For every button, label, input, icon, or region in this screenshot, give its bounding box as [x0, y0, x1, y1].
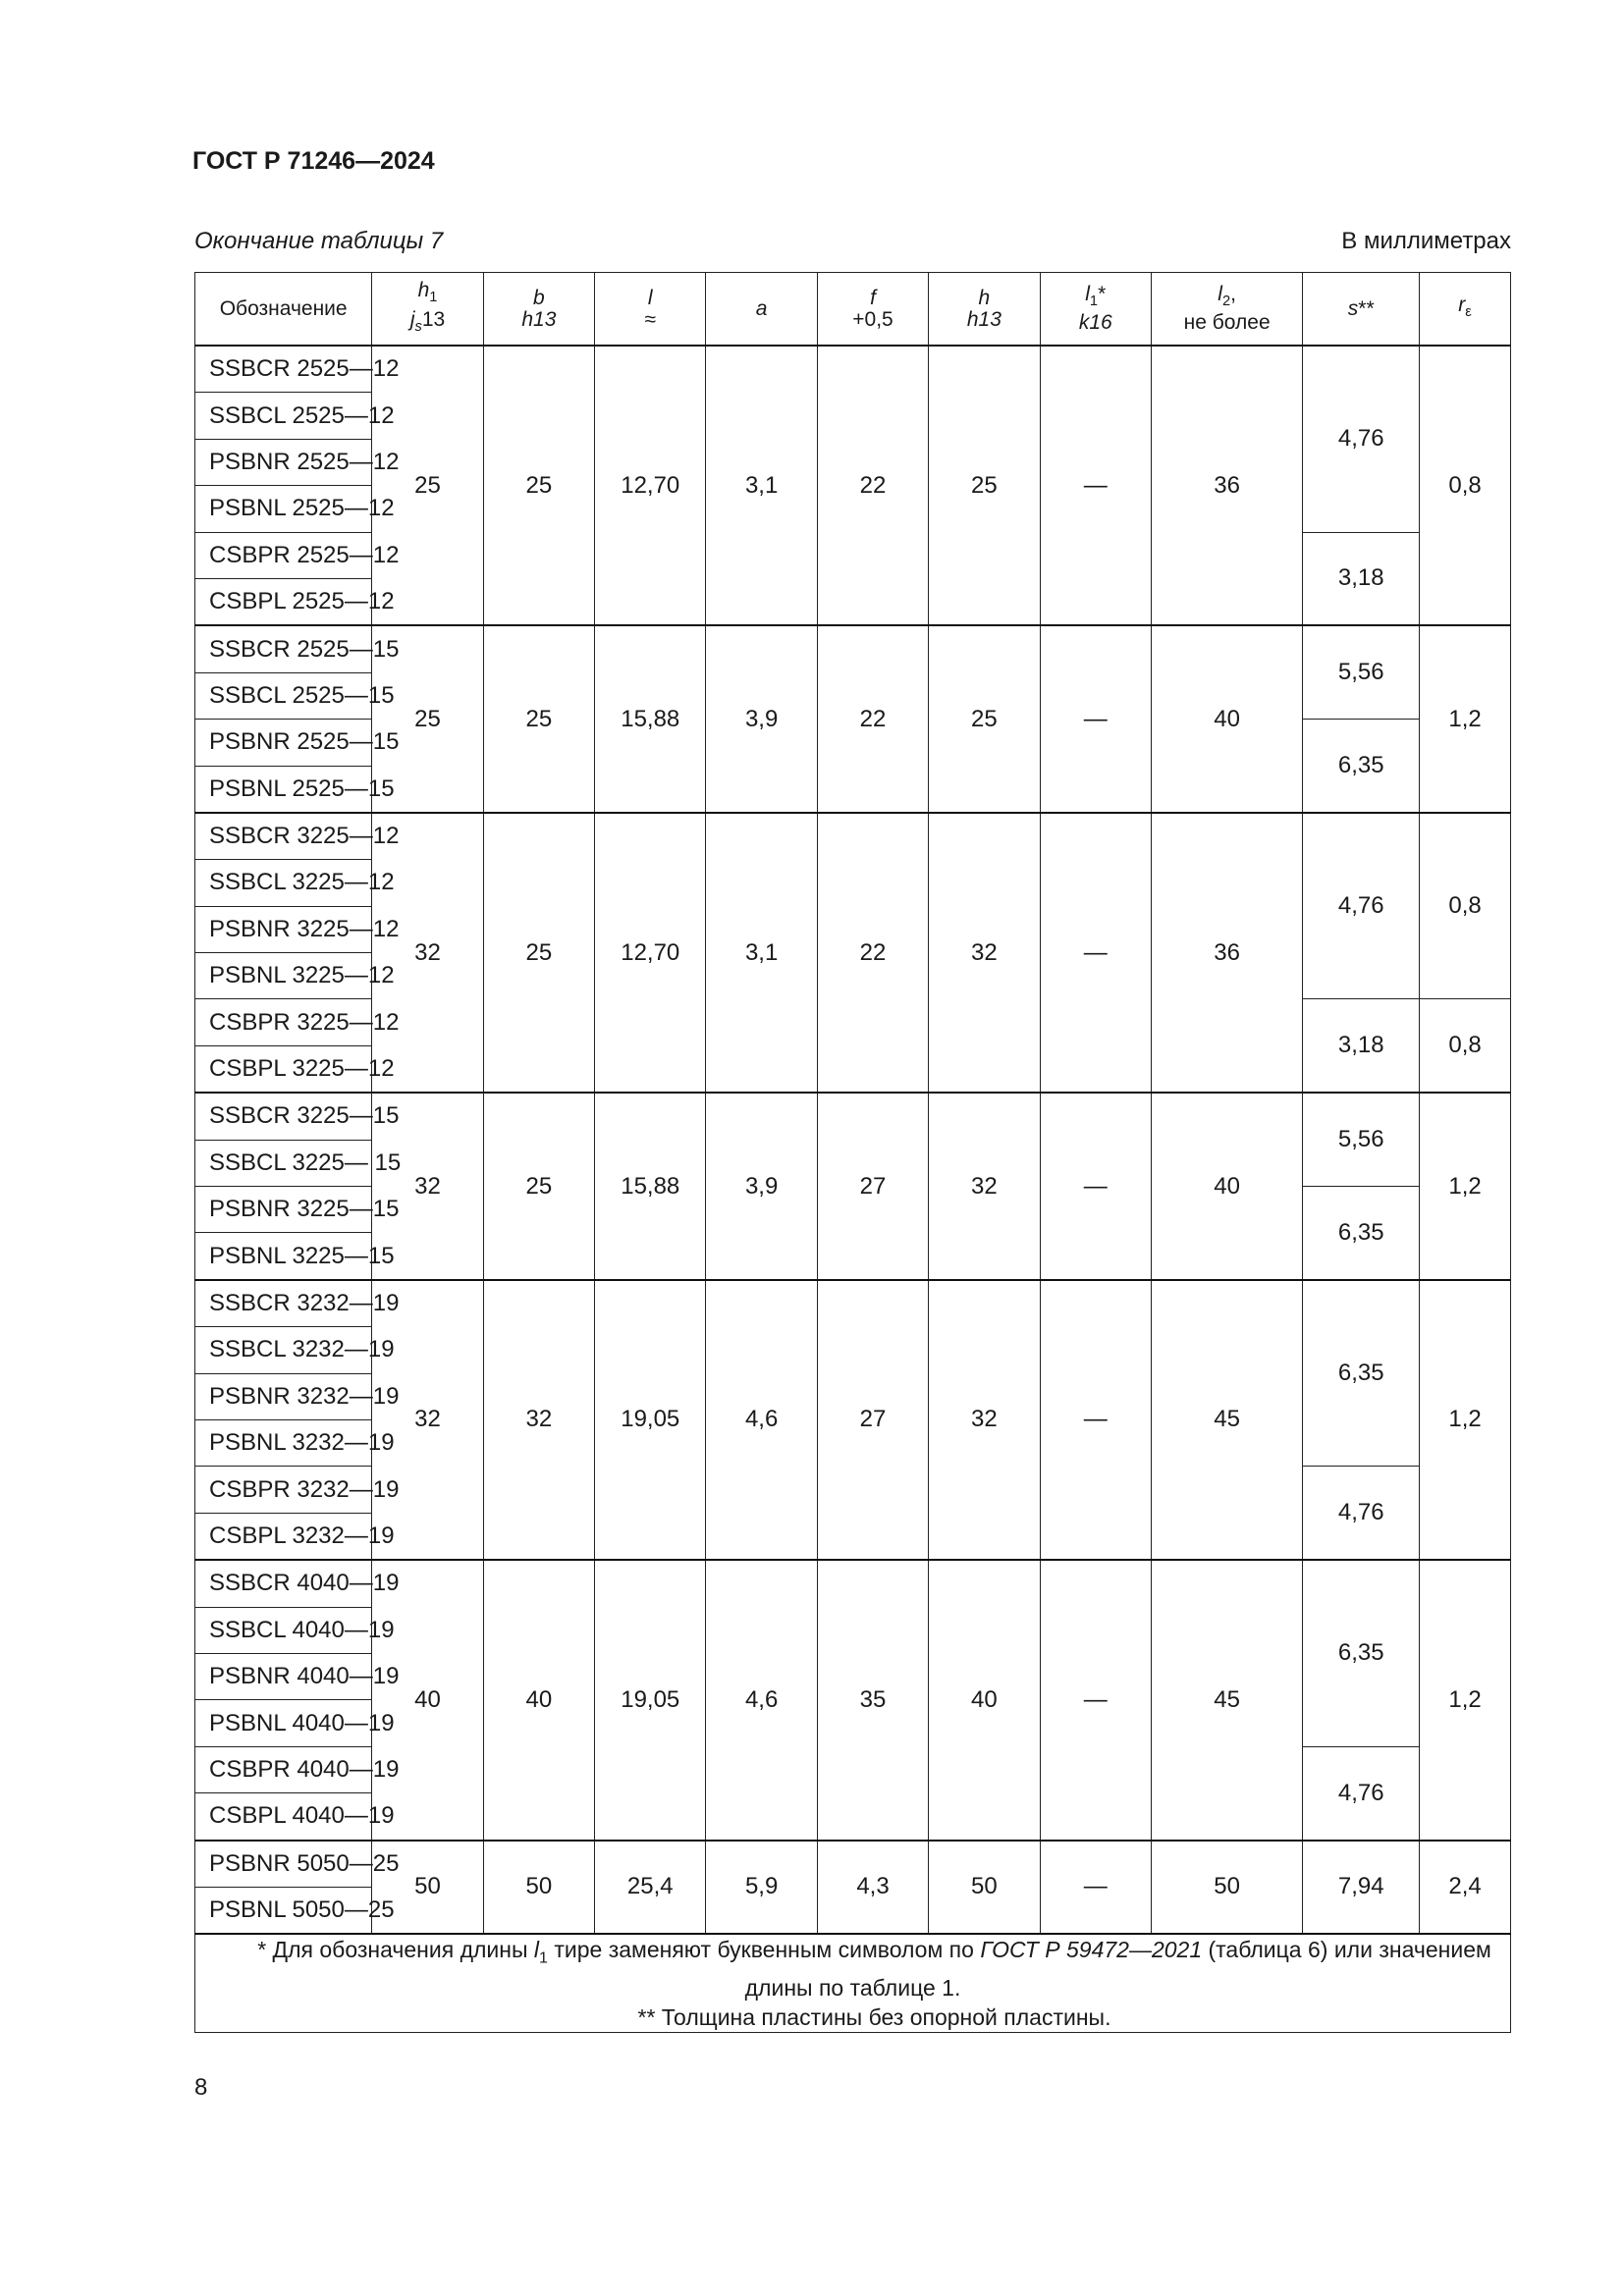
table-row: [195, 813, 1511, 860]
f-cell: 22: [817, 346, 928, 625]
s-cell: 6,35: [1303, 1187, 1420, 1280]
designation-cell: PSBNL 4040—19: [195, 1700, 372, 1746]
l-approx: ≈: [644, 307, 657, 331]
l2-cell: 36: [1151, 346, 1302, 625]
designation-cell: PSBNL 3225—15: [195, 1233, 372, 1280]
s-cell: 4,76: [1303, 813, 1420, 999]
h-cell: 32: [929, 1093, 1040, 1280]
h1-cell: 25: [372, 625, 483, 813]
f-cell: 27: [817, 1093, 928, 1280]
table-caption: Окончание таблицы 7: [194, 228, 444, 254]
l-cell: 15,88: [595, 1093, 706, 1280]
designation-cell: CSBPR 2525—12: [195, 532, 372, 578]
l1-symbol: l: [1085, 282, 1090, 305]
a-cell: 3,1: [706, 346, 817, 625]
designation-cell: PSBNL 2525—15: [195, 766, 372, 813]
r-symbol: r: [1458, 293, 1466, 316]
designation-cell: CSBPL 3225—12: [195, 1045, 372, 1093]
r-cell: 0,8: [1420, 999, 1511, 1093]
designation-cell: PSBNR 2525—12: [195, 439, 372, 485]
r-cell: 0,8: [1420, 346, 1511, 625]
table-row: [195, 1093, 1511, 1140]
h-cell: 25: [929, 346, 1040, 625]
designation-cell: PSBNR 3232—19: [195, 1373, 372, 1419]
designation-cell: SSBCR 3225—12: [195, 813, 372, 860]
header-r: [1420, 273, 1511, 347]
designation-cell: SSBCL 2525—15: [195, 672, 372, 719]
h1-tol-number: 13: [421, 307, 446, 331]
footnote-1-text-a: * Для обозначения длины: [257, 1937, 534, 1963]
h1-cell: 40: [372, 1560, 483, 1840]
header-l1: [1040, 273, 1151, 347]
h1-cell: 32: [372, 813, 483, 1093]
l1-subscript: 1: [1089, 294, 1099, 310]
b-symbol: b: [533, 286, 545, 309]
h-cell: 32: [929, 813, 1040, 1093]
designation-cell: PSBNL 3225—12: [195, 953, 372, 999]
f-cell: 4,3: [817, 1841, 928, 1935]
f-symbol: f: [870, 286, 876, 309]
header-l2: [1151, 273, 1302, 347]
r-cell: 1,2: [1420, 1093, 1511, 1280]
a-cell: 5,9: [706, 1841, 817, 1935]
footnote-1-symbol: l: [533, 1937, 540, 1963]
f-tolerance: +0,5: [852, 307, 893, 331]
table-row: [195, 1560, 1511, 1607]
a-cell: 4,6: [706, 1280, 817, 1560]
r-cell: 2,4: [1420, 1841, 1511, 1935]
l2-cell: 40: [1151, 625, 1302, 813]
l1-cell: —: [1040, 1560, 1151, 1840]
b-cell: 40: [483, 1560, 594, 1840]
document-title: ГОСТ Р 71246—2024: [192, 147, 435, 175]
designation-cell: CSBPL 2525—12: [195, 578, 372, 625]
b-cell: 25: [483, 1093, 594, 1280]
s-cell: 5,56: [1303, 1093, 1420, 1186]
h-symbol: h: [978, 286, 991, 309]
dimensions-table: [194, 272, 1511, 2033]
l-symbol: l: [647, 286, 653, 309]
designation-cell: SSBCL 4040—19: [195, 1607, 372, 1653]
l1-star: *: [1098, 282, 1107, 305]
f-cell: 22: [817, 813, 928, 1093]
designation-cell: CSBPL 3232—19: [195, 1513, 372, 1560]
table-row: [195, 625, 1511, 672]
l-cell: 15,88: [595, 625, 706, 813]
l1-cell: —: [1040, 625, 1151, 813]
s-cell: 4,76: [1303, 1746, 1420, 1840]
r-cell: 1,2: [1420, 1560, 1511, 1840]
designation-cell: CSBPR 4040—19: [195, 1746, 372, 1792]
designation-cell: PSBNR 5050—25: [195, 1841, 372, 1888]
l2-cell: 36: [1151, 813, 1302, 1093]
h-cell: 32: [929, 1280, 1040, 1560]
r-cell: 0,8: [1420, 813, 1511, 999]
l-cell: 12,70: [595, 346, 706, 625]
h1-subscript: 1: [429, 290, 438, 306]
s-cell: 3,18: [1303, 532, 1420, 625]
r-cell: 1,2: [1420, 1280, 1511, 1560]
s-symbol: s: [1347, 296, 1359, 320]
l2-comma: ,: [1230, 282, 1236, 305]
designation-cell: SSBCR 3232—19: [195, 1280, 372, 1327]
l2-symbol: l: [1218, 282, 1222, 305]
h-cell: 50: [929, 1841, 1040, 1935]
b-cell: 25: [483, 813, 594, 1093]
l-cell: 19,05: [595, 1560, 706, 1840]
designation-cell: PSBNR 3225—12: [195, 906, 372, 952]
r-subscript: ε: [1465, 304, 1472, 321]
designation-cell: SSBCL 2525—12: [195, 393, 372, 439]
designation-cell: CSBPR 3225—12: [195, 999, 372, 1045]
s-cell: 7,94: [1303, 1841, 1420, 1935]
b-tolerance: h13: [521, 307, 557, 331]
l1-cell: —: [1040, 1093, 1151, 1280]
l1-tolerance: k16: [1078, 311, 1112, 335]
h-cell: 40: [929, 1560, 1040, 1840]
table-row: [195, 346, 1511, 393]
header-s: [1303, 273, 1420, 347]
h-tolerance: h13: [966, 307, 1001, 331]
s-cell: 5,56: [1303, 625, 1420, 719]
s-cell: 6,35: [1303, 1560, 1420, 1746]
table-row: [195, 1280, 1511, 1327]
h1-tol-subscript: s: [414, 318, 422, 335]
footnote-1-text-b: тире заменяют буквенным символом по: [547, 1937, 981, 1963]
b-cell: 25: [483, 625, 594, 813]
designation-cell: SSBCR 2525—15: [195, 625, 372, 672]
f-cell: 35: [817, 1560, 928, 1840]
footnote-row: [195, 1934, 1511, 2032]
designation-cell: SSBCR 3225—15: [195, 1093, 372, 1140]
a-cell: 3,9: [706, 625, 817, 813]
designation-cell: PSBNL 3232—19: [195, 1419, 372, 1466]
b-cell: 32: [483, 1280, 594, 1560]
footnote-1: [195, 1935, 1510, 2002]
r-cell: 1,2: [1420, 625, 1511, 813]
s-cell: 3,18: [1303, 999, 1420, 1093]
header-row: [195, 273, 1511, 347]
page-number: 8: [194, 2074, 208, 2101]
b-cell: 50: [483, 1841, 594, 1935]
designation-cell: SSBCR 2525—12: [195, 346, 372, 393]
l2-cell: 40: [1151, 1093, 1302, 1280]
designation-cell: PSBNL 5050—25: [195, 1887, 372, 1934]
footnote-1-reference: ГОСТ Р 59472—2021: [980, 1937, 1203, 1963]
l2-subscript: 2: [1221, 294, 1231, 310]
s-cell: 6,35: [1303, 1280, 1420, 1467]
footnote-2: ** Толщина пластины без опорной пластины.: [637, 2003, 1111, 2030]
l-cell: 25,4: [595, 1841, 706, 1935]
l2-cell: 45: [1151, 1560, 1302, 1840]
b-cell: 25: [483, 346, 594, 625]
s-stars: **: [1358, 296, 1375, 320]
designation-cell: PSBNR 4040—19: [195, 1653, 372, 1699]
l-cell: 12,70: [595, 813, 706, 1093]
l1-cell: —: [1040, 813, 1151, 1093]
header-h1: [372, 273, 483, 347]
h1-cell: 32: [372, 1093, 483, 1280]
l1-cell: —: [1040, 1280, 1151, 1560]
units-label: В миллиметрах: [1341, 228, 1511, 254]
footnotes: [195, 1934, 1511, 2032]
h1-cell: 25: [372, 346, 483, 625]
h1-symbol: h: [417, 279, 430, 302]
header-a: [706, 273, 817, 347]
header-designation: Обозначение: [195, 273, 372, 347]
header-h: [929, 273, 1040, 347]
s-cell: 4,76: [1303, 346, 1420, 532]
a-cell: 4,6: [706, 1560, 817, 1840]
l-cell: 19,05: [595, 1280, 706, 1560]
designation-cell: PSBNR 3225—15: [195, 1187, 372, 1233]
header-l: [595, 273, 706, 347]
table-row: [195, 1841, 1511, 1888]
footnote-1-subscript: 1: [539, 1949, 548, 1967]
a-symbol: a: [755, 296, 768, 320]
a-cell: 3,1: [706, 813, 817, 1093]
footnote-1-text-c: (таблица 6) или значением длины по таблице 1.: [744, 1937, 1491, 2001]
designation-cell: PSBNL 2525—12: [195, 486, 372, 532]
s-cell: 6,35: [1303, 720, 1420, 813]
a-cell: 3,9: [706, 1093, 817, 1280]
h1-cell: 50: [372, 1841, 483, 1935]
header-f: [817, 273, 928, 347]
h1-tol-letter: j: [409, 307, 415, 331]
f-cell: 27: [817, 1280, 928, 1560]
h-cell: 25: [929, 625, 1040, 813]
header-b: [483, 273, 594, 347]
f-cell: 22: [817, 625, 928, 813]
l2-limit: не более: [1183, 311, 1271, 335]
h1-cell: 32: [372, 1280, 483, 1560]
designation-cell: CSBPL 4040—19: [195, 1793, 372, 1841]
l2-cell: 50: [1151, 1841, 1302, 1935]
designation-cell: SSBCL 3232—19: [195, 1327, 372, 1373]
designation-cell: PSBNR 2525—15: [195, 720, 372, 766]
designation-cell: SSBCR 4040—19: [195, 1560, 372, 1607]
designation-cell: SSBCL 3225— 15: [195, 1140, 372, 1186]
l1-cell: —: [1040, 346, 1151, 625]
designation-cell: SSBCL 3225—12: [195, 860, 372, 906]
l1-cell: —: [1040, 1841, 1151, 1935]
s-cell: 4,76: [1303, 1467, 1420, 1560]
designation-cell: CSBPR 3232—19: [195, 1467, 372, 1513]
l2-cell: 45: [1151, 1280, 1302, 1560]
